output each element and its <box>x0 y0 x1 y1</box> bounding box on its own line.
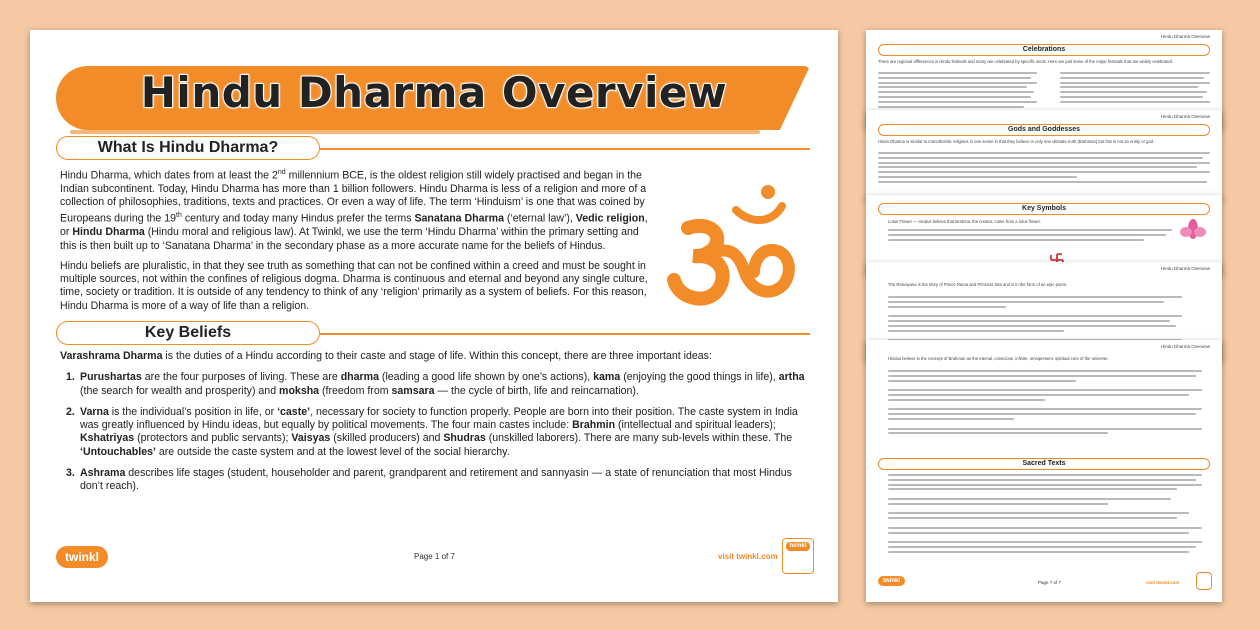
term: ‘caste’ <box>277 405 311 418</box>
page-number: Page 1 of 7 <box>414 552 455 561</box>
term: Shudras <box>443 432 486 445</box>
main-page <box>30 30 838 602</box>
term-vedic-religion: Vedic religion <box>575 212 645 225</box>
term: samsara <box>391 384 435 397</box>
superscript: nd <box>277 169 286 176</box>
page-title: Hindu Dharma Overview <box>140 68 728 117</box>
text-run: is the individual’s position in life, or <box>108 405 278 418</box>
thumb-page-number: Page 7 of 7 <box>1038 580 1062 585</box>
text-run: (‘eternal law’), <box>503 212 576 225</box>
thumb-text: There are regional differences in Hindu festivals and many are celebrated by specific sects. Here are just some of the major festivals that are widely celebrated. <box>878 59 1174 64</box>
key-beliefs-content <box>60 350 812 502</box>
thumb-text: Hindu Dharma is similar to monotheistic religions in one sense in that they believe in only one ultimate truth (Brahman) but this is not an entity or god. <box>878 139 1155 144</box>
text-run: , or <box>60 212 648 239</box>
text-run: (intellectual and spiritual leaders); <box>615 419 776 432</box>
text-run: are outside the caste system and at the lowest level of the social hierarchy. <box>155 445 510 458</box>
title-banner-underline <box>70 130 760 134</box>
thumb-text-lines <box>878 152 1210 186</box>
thumb-text-lines-2 <box>888 474 1202 556</box>
thumb-page-gods <box>866 110 1222 200</box>
text-run: millennium BCE, is the oldest religion still widely practised and began in the Indian subcontinent. Today, Hindu Dharma has more than 1 billion followers. Hindu Dharma is less of a religion and more of a collection of philosophies, traditions, texts and practices. Or even a way of life. The term ‘Hinduism’ is one that was coined by Europeans during the 19 <box>60 169 647 225</box>
list-item <box>60 406 812 459</box>
text-run: , necessary for society to function properly. People are born into their position. The caste system in India was greatly influenced by Hindu ideas, but equally by political movements. The four main castes include: <box>80 405 798 432</box>
thumb-text-lines-col2 <box>1060 72 1210 106</box>
term-varashrama-dharma: Varashrama Dharma <box>60 350 163 362</box>
term: Kshatriyas <box>80 432 135 445</box>
thumb-page-last <box>866 340 1222 602</box>
term: Purushartas <box>80 371 142 384</box>
thumb-corner-title: Hindu Dharma Overview <box>1160 266 1210 271</box>
text-run: (skilled producers) and <box>330 432 444 445</box>
list-item <box>60 467 812 494</box>
lotus-icon <box>1178 217 1208 241</box>
term: Ashrama <box>80 467 126 480</box>
beliefs-list <box>60 371 812 493</box>
thumb-twinkl-logo: twinkl <box>878 576 905 586</box>
text-run: (Hindu moral and religious law). At Twinkl, we use the term ‘Hindu Dharma’ within the primary setting and this is then built up to ‘Sanatana Dharma’ in the secondary phase as a more accurate name for the beliefs of Hindus. <box>60 226 639 252</box>
term: dharma <box>340 371 379 384</box>
thumb-text: The Ramayana is the story of Prince Rama and Princess Sita and is in the form of an epic poem. <box>888 282 1068 287</box>
term-hindu-dharma: Hindu Dharma <box>72 226 145 239</box>
superscript: th <box>176 212 182 220</box>
text-run: — the cycle of birth, life and reincarnation). <box>434 384 639 397</box>
thumb-badge <box>1196 572 1212 590</box>
text-run: (freedom from <box>319 384 392 397</box>
badge-logo: twinkl <box>786 542 810 551</box>
text-run: (the search for wealth and prosperity) and <box>80 384 280 397</box>
section-heading-text: Key Beliefs <box>144 324 232 341</box>
text-run: Hindu Dharma, which dates from at least the 2 <box>60 169 278 182</box>
text-run: describes life stages (student, householder and parent, grandparent and retirement and sannyasin — a state of renunciation that most Hindus don’t reach). <box>80 467 792 493</box>
text-run: (protectors and public servants); <box>134 432 292 445</box>
term: Varna <box>80 405 109 418</box>
list-number: 1. <box>66 371 75 384</box>
list-item <box>60 371 812 398</box>
thumb-footer-url: visit twinkl.com <box>1146 580 1180 585</box>
text-run: (unskilled laborers). There are many sub-levels within these. The <box>485 432 793 445</box>
term: kama <box>593 371 621 384</box>
text-run: (leading a good life shown by one’s actions), <box>378 371 594 384</box>
thumb-heading: Key Symbols <box>878 203 1210 215</box>
list-number: 2. <box>66 405 75 418</box>
thumb-corner-title: Hindu Dharma Overview <box>1160 34 1210 39</box>
footer-url-link[interactable]: visit twinkl.com <box>718 552 778 561</box>
term-sanatana-dharma: Sanatana Dharma <box>414 212 504 225</box>
section1-rule <box>320 148 810 150</box>
intro-paragraphs <box>60 166 656 320</box>
key-beliefs-intro <box>60 350 812 363</box>
thumb-corner-title: Hindu Dharma Overview <box>1160 344 1210 349</box>
thumb-text: Lotus Flower — Hindus believe that Brahma, the creator, came from a lotus flower. <box>888 219 1041 224</box>
thumb-heading: Celebrations <box>878 44 1210 56</box>
intro-paragraph-1 <box>60 166 656 253</box>
list-number: 3. <box>66 467 75 480</box>
om-symbol-icon <box>660 180 800 320</box>
thumb-heading: Gods and Goddesses <box>878 124 1210 136</box>
text-run: is the duties of a Hindu according to their caste and stage of life. Within this concept, there are three important ideas: <box>162 350 712 362</box>
twinkl-logo[interactable]: twinkl <box>56 546 108 568</box>
section2-rule <box>320 333 810 335</box>
quality-badge <box>782 538 814 574</box>
thumb-text-lines <box>888 370 1202 437</box>
term: artha <box>778 371 805 384</box>
text-run: century and today many Hindus prefer the terms <box>181 212 415 225</box>
term: moksha <box>279 384 320 397</box>
term: Brahmin <box>572 419 616 432</box>
section-heading-text: What Is Hindu Dharma? <box>97 139 279 156</box>
text-run: (enjoying the good things in life), <box>620 371 779 384</box>
section-heading-key-beliefs <box>56 321 320 345</box>
term: Vaisyas <box>291 432 331 445</box>
section-heading-what-is <box>56 136 320 160</box>
intro-paragraph-2: Hindu beliefs are pluralistic, in that they see truth as something that can not be confined within a creed and must be sought in multiple sources, not within the confines of religious dogma. Dharma is continuous and eternal and beyond any single culture, time, society or tradition. It is outside of any tendency to think of any ‘religion’ primarily as a system of beliefs. For this reason, Hindu Dharma is more of a way of life than a religion. <box>60 259 648 312</box>
term: ‘Untouchables’ <box>80 445 156 458</box>
thumb-corner-title: Hindu Dharma Overview <box>1160 114 1210 119</box>
thumb-heading: Sacred Texts <box>878 458 1210 470</box>
text-run: are the four purposes of living. These are <box>141 371 341 384</box>
thumb-text-lines <box>888 229 1172 243</box>
thumb-text: Hindus believe in the concept of Brahman as the eternal, conscious, infinite, omnipresent, spiritual core of the universe. <box>888 356 1109 361</box>
